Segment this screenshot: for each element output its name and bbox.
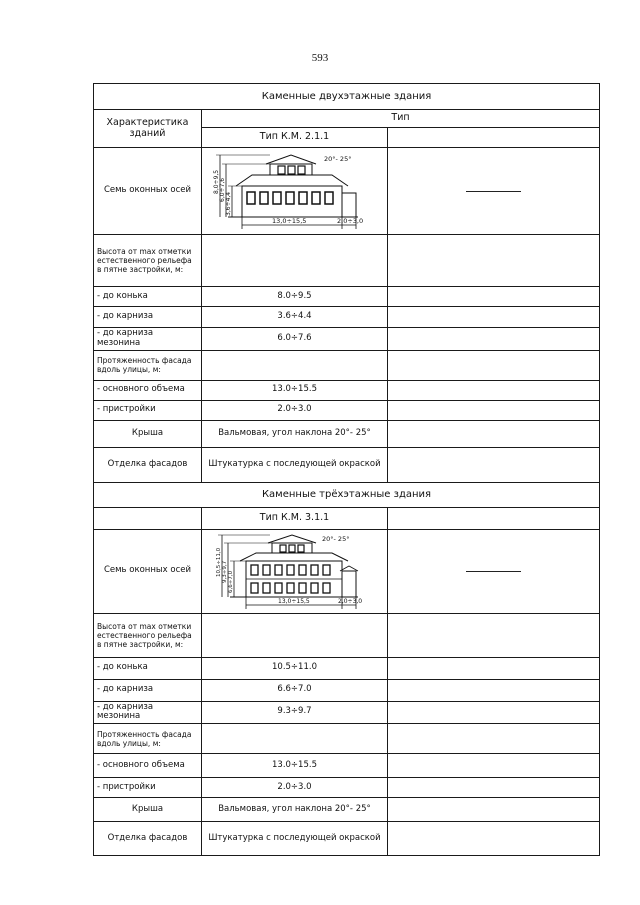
section-title: Каменные трёхэтажные здания (94, 482, 600, 507)
roof-label: Крыша (94, 420, 202, 447)
annex-value: 2.0÷3.0 (202, 400, 388, 420)
dim-mezz: 9,3÷9,7 (221, 560, 228, 584)
dim-main-length: 13,0÷15,5 (271, 217, 306, 225)
windows-label: Семь оконных осей (94, 529, 202, 613)
to-ridge-label: - до конька (94, 287, 202, 307)
finish-label: Отделка фасадов (94, 447, 202, 482)
roof-value: Вальмовая, угол наклона 20°- 25° (202, 798, 388, 822)
dim-annex-length: 2,0÷3,0 (336, 217, 363, 225)
empty-cell (388, 400, 600, 420)
roof-label: Крыша (94, 798, 202, 822)
annex-value: 2.0÷3.0 (202, 778, 388, 798)
to-mezz-label: - до карниза мезонина (94, 328, 202, 351)
dim-cornice: 6,6÷7,0 (227, 570, 234, 594)
dim-cornice: 3,6÷4,4 (224, 191, 232, 216)
empty-cell (388, 420, 600, 447)
length-label: Протяженность фасада вдоль улицы, м: (94, 724, 202, 754)
to-cornice-value: 3.6÷4.4 (202, 307, 388, 328)
dash-mark (466, 191, 521, 192)
empty-cell (388, 701, 600, 724)
empty-cell (388, 350, 600, 380)
empty-cell (388, 148, 600, 235)
facade-drawing-3storey (210, 531, 380, 611)
facade-drawing-2storey (210, 149, 380, 233)
to-ridge-value: 10.5÷11.0 (202, 657, 388, 679)
building-types-table (93, 83, 600, 856)
main-volume-value: 13.0÷15.5 (202, 754, 388, 778)
empty-cell (202, 350, 388, 380)
facade-drawing-cell (202, 148, 388, 235)
annex-label: - пристройки (94, 400, 202, 420)
empty-cell (388, 724, 600, 754)
roof-angle-label: 20°- 25° (321, 535, 349, 544)
empty-cell (202, 613, 388, 657)
page-number: 593 (311, 52, 329, 64)
empty-cell (388, 287, 600, 307)
empty-cell (388, 447, 600, 482)
length-label: Протяженность фасада вдоль улицы, м: (94, 350, 202, 380)
empty-cell (388, 754, 600, 778)
empty-cell (388, 307, 600, 328)
finish-label: Отделка фасадов (94, 822, 202, 856)
to-ridge-value: 8.0÷9.5 (202, 287, 388, 307)
main-volume-label: - основного объема (94, 380, 202, 400)
roof-value: Вальмовая, угол наклона 20°- 25° (202, 420, 388, 447)
facade-drawing-cell (202, 529, 388, 613)
annex-label: - пристройки (94, 778, 202, 798)
to-mezz-value: 9.3÷9.7 (202, 701, 388, 724)
empty-cell (94, 507, 202, 529)
roof-angle-label: 20°- 25° (323, 155, 351, 163)
empty-cell (388, 657, 600, 679)
empty-cell (388, 778, 600, 798)
to-ridge-label: - до конька (94, 657, 202, 679)
dim-mezz: 6,0÷7,6 (218, 177, 226, 202)
to-cornice-label: - до карниза (94, 307, 202, 328)
empty-cell (202, 235, 388, 287)
to-cornice-label: - до карниза (94, 679, 202, 701)
finish-value: Штукатурка с последующей окраской (202, 822, 388, 856)
empty-cell (388, 613, 600, 657)
empty-cell (388, 798, 600, 822)
empty-cell (388, 507, 600, 529)
empty-cell (388, 529, 600, 613)
dim-annex-length: 2,0÷3,0 (337, 598, 362, 606)
dim-ridge: 8,0÷9,5 (212, 169, 220, 194)
main-volume-label: - основного объема (94, 754, 202, 778)
header-characteristic: Характеристика зданий (94, 110, 202, 148)
dash-mark (466, 571, 521, 572)
to-mezz-label: - до карниза мезонина (94, 701, 202, 724)
section-title: Каменные двухэтажные здания (94, 84, 600, 110)
main-volume-value: 13.0÷15.5 (202, 380, 388, 400)
empty-cell (388, 679, 600, 701)
empty-cell (202, 724, 388, 754)
to-cornice-value: 6.6÷7.0 (202, 679, 388, 701)
empty-cell (388, 822, 600, 856)
dim-main-length: 13,0÷15,5 (277, 598, 310, 606)
heights-label: Высота от max отметки естественного рельефа в пятне застройки, м: (94, 235, 202, 287)
header-type: Тип (202, 110, 600, 128)
finish-value: Штукатурка с последующей окраской (202, 447, 388, 482)
heights-label: Высота от max отметки естественного рельефа в пятне застройки, м: (94, 613, 202, 657)
to-mezz-value: 6.0÷7.6 (202, 328, 388, 351)
windows-label: Семь оконных осей (94, 148, 202, 235)
empty-cell (388, 128, 600, 148)
empty-cell (388, 380, 600, 400)
empty-cell (388, 235, 600, 287)
empty-cell (388, 328, 600, 351)
type-code: Тип К.М. 3.1.1 (202, 507, 388, 529)
section-row (94, 84, 600, 110)
type-code: Тип К.М. 2.1.1 (202, 128, 388, 148)
dim-ridge: 10,5÷11,0 (215, 547, 222, 578)
